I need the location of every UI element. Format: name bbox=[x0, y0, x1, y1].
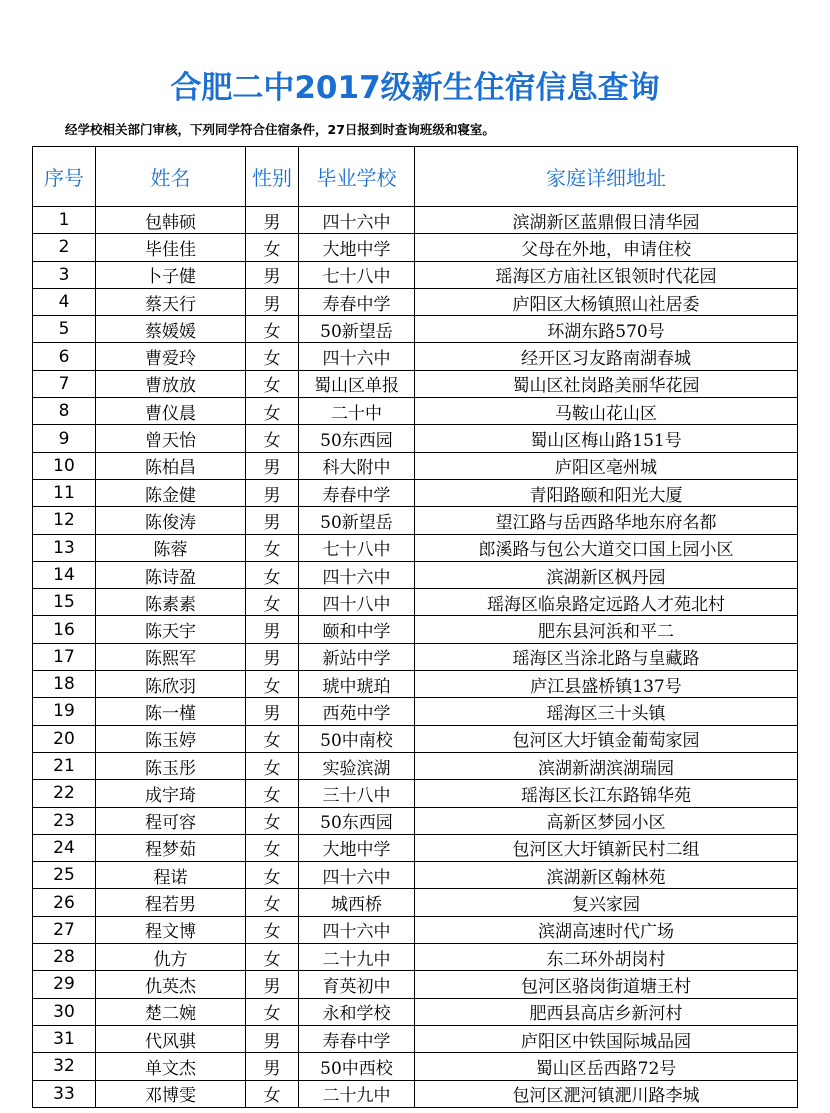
table-row bbox=[33, 534, 798, 561]
cell-name: 毕佳佳 bbox=[96, 234, 246, 261]
cell-school: 琥中琥珀 bbox=[299, 671, 415, 698]
cell-school: 城西桥 bbox=[299, 889, 415, 916]
table-row bbox=[33, 998, 798, 1025]
header-school: 毕业学校 bbox=[299, 147, 415, 207]
cell-name: 陈柏昌 bbox=[96, 452, 246, 479]
cell-number: 17 bbox=[33, 643, 96, 670]
table-row bbox=[33, 643, 798, 670]
cell-name: 程梦茹 bbox=[96, 834, 246, 861]
cell-number: 2 bbox=[33, 234, 96, 261]
cell-name: 蔡天行 bbox=[96, 288, 246, 315]
cell-gender: 男 bbox=[246, 288, 299, 315]
cell-school: 二十九中 bbox=[299, 1080, 415, 1107]
table-row bbox=[33, 288, 798, 315]
cell-address: 蜀山区社岗路美丽华花园 bbox=[415, 370, 798, 397]
cell-number: 32 bbox=[33, 1053, 96, 1080]
cell-name: 曹爱玲 bbox=[96, 343, 246, 370]
cell-number: 28 bbox=[33, 944, 96, 971]
cell-gender: 女 bbox=[246, 534, 299, 561]
cell-name: 单文杰 bbox=[96, 1053, 246, 1080]
table-body bbox=[33, 207, 798, 1108]
cell-name: 蔡媛媛 bbox=[96, 316, 246, 343]
cell-name: 陈一槿 bbox=[96, 698, 246, 725]
table-row bbox=[33, 479, 798, 506]
cell-address: 滨湖新湖滨湖瑞园 bbox=[415, 752, 798, 779]
cell-name: 陈熙军 bbox=[96, 643, 246, 670]
cell-school: 50中西校 bbox=[299, 1053, 415, 1080]
cell-school: 大地中学 bbox=[299, 834, 415, 861]
cell-number: 15 bbox=[33, 589, 96, 616]
cell-name: 邓博雯 bbox=[96, 1080, 246, 1107]
cell-address: 庐阳区大杨镇照山社居委 bbox=[415, 288, 798, 315]
cell-school: 四十八中 bbox=[299, 589, 415, 616]
cell-name: 陈诗盈 bbox=[96, 561, 246, 588]
cell-gender: 女 bbox=[246, 780, 299, 807]
cell-school: 三十八中 bbox=[299, 780, 415, 807]
cell-address: 包河区大圩镇金葡萄家园 bbox=[415, 725, 798, 752]
cell-address: 滨湖高速时代广场 bbox=[415, 916, 798, 943]
cell-name: 陈玉彤 bbox=[96, 752, 246, 779]
cell-number: 33 bbox=[33, 1080, 96, 1107]
cell-name: 程文博 bbox=[96, 916, 246, 943]
page-title: 合肥二中2017级新生住宿信息查询 bbox=[170, 70, 660, 106]
cell-name: 成宇琦 bbox=[96, 780, 246, 807]
table-row bbox=[33, 370, 798, 397]
table-row bbox=[33, 698, 798, 725]
cell-school: 寿春中学 bbox=[299, 288, 415, 315]
cell-gender: 女 bbox=[246, 862, 299, 889]
cell-gender: 女 bbox=[246, 916, 299, 943]
table-row bbox=[33, 916, 798, 943]
cell-school: 蜀山区单报 bbox=[299, 370, 415, 397]
cell-address: 庐江县盛桥镇137号 bbox=[415, 671, 798, 698]
cell-number: 8 bbox=[33, 398, 96, 425]
table-row bbox=[33, 834, 798, 861]
table-row bbox=[33, 807, 798, 834]
cell-number: 14 bbox=[33, 561, 96, 588]
cell-gender: 女 bbox=[246, 370, 299, 397]
cell-school: 寿春中学 bbox=[299, 479, 415, 506]
table-row bbox=[33, 889, 798, 916]
cell-school: 七十八中 bbox=[299, 261, 415, 288]
cell-number: 31 bbox=[33, 1025, 96, 1052]
table-row bbox=[33, 1025, 798, 1052]
cell-name: 陈素素 bbox=[96, 589, 246, 616]
cell-number: 10 bbox=[33, 452, 96, 479]
cell-school: 四十六中 bbox=[299, 862, 415, 889]
cell-name: 曹放放 bbox=[96, 370, 246, 397]
cell-school: 永和学校 bbox=[299, 998, 415, 1025]
cell-gender: 女 bbox=[246, 589, 299, 616]
cell-name: 程可容 bbox=[96, 807, 246, 834]
cell-number: 25 bbox=[33, 862, 96, 889]
cell-number: 4 bbox=[33, 288, 96, 315]
cell-gender: 男 bbox=[246, 1025, 299, 1052]
cell-address: 滨湖新区翰林苑 bbox=[415, 862, 798, 889]
cell-name: 楚二婉 bbox=[96, 998, 246, 1025]
cell-name: 陈欣羽 bbox=[96, 671, 246, 698]
cell-number: 30 bbox=[33, 998, 96, 1025]
cell-name: 卜子健 bbox=[96, 261, 246, 288]
cell-gender: 女 bbox=[246, 343, 299, 370]
header-name: 姓名 bbox=[96, 147, 246, 207]
cell-gender: 男 bbox=[246, 479, 299, 506]
cell-address: 包河区骆岗街道塘王村 bbox=[415, 971, 798, 998]
cell-address: 瑶海区当涂北路与皇藏路 bbox=[415, 643, 798, 670]
cell-number: 20 bbox=[33, 725, 96, 752]
cell-name: 程诺 bbox=[96, 862, 246, 889]
table-row bbox=[33, 507, 798, 534]
cell-gender: 男 bbox=[246, 698, 299, 725]
cell-gender: 女 bbox=[246, 834, 299, 861]
cell-school: 大地中学 bbox=[299, 234, 415, 261]
cell-number: 7 bbox=[33, 370, 96, 397]
cell-gender: 男 bbox=[246, 1053, 299, 1080]
cell-address: 肥东县河浜和平二 bbox=[415, 616, 798, 643]
cell-address: 马鞍山花山区 bbox=[415, 398, 798, 425]
table-row bbox=[33, 971, 798, 998]
cell-gender: 男 bbox=[246, 616, 299, 643]
cell-school: 育英初中 bbox=[299, 971, 415, 998]
cell-gender: 女 bbox=[246, 889, 299, 916]
table-row bbox=[33, 452, 798, 479]
cell-address: 滨湖新区蓝鼎假日清华园 bbox=[415, 207, 798, 234]
cell-school: 科大附中 bbox=[299, 452, 415, 479]
cell-number: 16 bbox=[33, 616, 96, 643]
cell-address: 青阳路颐和阳光大厦 bbox=[415, 479, 798, 506]
cell-gender: 女 bbox=[246, 752, 299, 779]
cell-name: 陈蓉 bbox=[96, 534, 246, 561]
cell-gender: 女 bbox=[246, 1080, 299, 1107]
cell-gender: 女 bbox=[246, 725, 299, 752]
cell-gender: 女 bbox=[246, 561, 299, 588]
cell-gender: 男 bbox=[246, 643, 299, 670]
cell-number: 19 bbox=[33, 698, 96, 725]
table-row bbox=[33, 561, 798, 588]
cell-number: 18 bbox=[33, 671, 96, 698]
cell-school: 实验滨湖 bbox=[299, 752, 415, 779]
header-gender: 性别 bbox=[246, 147, 299, 207]
cell-gender: 男 bbox=[246, 452, 299, 479]
cell-address: 瑶海区临泉路定远路人才苑北村 bbox=[415, 589, 798, 616]
student-housing-table bbox=[32, 146, 798, 1108]
cell-address: 瑶海区长江东路锦华苑 bbox=[415, 780, 798, 807]
cell-gender: 女 bbox=[246, 234, 299, 261]
cell-name: 陈天宇 bbox=[96, 616, 246, 643]
table-row bbox=[33, 234, 798, 261]
notice-text: 经学校相关部门审核，下列同学符合住宿条件，27日报到时查询班级和寝室。 bbox=[65, 122, 495, 137]
cell-gender: 女 bbox=[246, 316, 299, 343]
header-address: 家庭详细地址 bbox=[415, 147, 798, 207]
cell-name: 曾天怡 bbox=[96, 425, 246, 452]
cell-name: 程若男 bbox=[96, 889, 246, 916]
cell-number: 22 bbox=[33, 780, 96, 807]
cell-gender: 女 bbox=[246, 944, 299, 971]
table-row bbox=[33, 944, 798, 971]
cell-number: 23 bbox=[33, 807, 96, 834]
table-row bbox=[33, 316, 798, 343]
cell-gender: 女 bbox=[246, 998, 299, 1025]
cell-school: 西苑中学 bbox=[299, 698, 415, 725]
cell-school: 50新望岳 bbox=[299, 507, 415, 534]
cell-address: 蜀山区岳西路72号 bbox=[415, 1053, 798, 1080]
cell-name: 仇英杰 bbox=[96, 971, 246, 998]
cell-number: 12 bbox=[33, 507, 96, 534]
table-row bbox=[33, 261, 798, 288]
cell-gender: 女 bbox=[246, 398, 299, 425]
cell-address: 包河区大圩镇新民村二组 bbox=[415, 834, 798, 861]
table-row bbox=[33, 862, 798, 889]
table-row bbox=[33, 207, 798, 234]
cell-number: 13 bbox=[33, 534, 96, 561]
cell-number: 5 bbox=[33, 316, 96, 343]
cell-address: 郎溪路与包公大道交口国上园小区 bbox=[415, 534, 798, 561]
cell-school: 颐和中学 bbox=[299, 616, 415, 643]
cell-name: 陈金健 bbox=[96, 479, 246, 506]
cell-address: 复兴家园 bbox=[415, 889, 798, 916]
cell-name: 仇方 bbox=[96, 944, 246, 971]
table-row bbox=[33, 398, 798, 425]
cell-school: 50东西园 bbox=[299, 425, 415, 452]
table-row bbox=[33, 616, 798, 643]
cell-name: 曹仪晨 bbox=[96, 398, 246, 425]
cell-number: 1 bbox=[33, 207, 96, 234]
cell-gender: 男 bbox=[246, 207, 299, 234]
cell-address: 肥西县高店乡新河村 bbox=[415, 998, 798, 1025]
table-row bbox=[33, 671, 798, 698]
cell-address: 庐阳区中铁国际城品园 bbox=[415, 1025, 798, 1052]
cell-name: 陈玉婷 bbox=[96, 725, 246, 752]
cell-gender: 男 bbox=[246, 971, 299, 998]
cell-address: 蜀山区梅山路151号 bbox=[415, 425, 798, 452]
cell-address: 环湖东路570号 bbox=[415, 316, 798, 343]
cell-school: 四十六中 bbox=[299, 343, 415, 370]
table-header-row bbox=[33, 147, 798, 207]
cell-name: 代风骐 bbox=[96, 1025, 246, 1052]
cell-number: 9 bbox=[33, 425, 96, 452]
header-number: 序号 bbox=[33, 147, 96, 207]
cell-number: 27 bbox=[33, 916, 96, 943]
cell-school: 四十六中 bbox=[299, 207, 415, 234]
cell-address: 庐阳区亳州城 bbox=[415, 452, 798, 479]
cell-gender: 男 bbox=[246, 507, 299, 534]
table-row bbox=[33, 425, 798, 452]
cell-school: 寿春中学 bbox=[299, 1025, 415, 1052]
cell-gender: 女 bbox=[246, 425, 299, 452]
cell-gender: 女 bbox=[246, 671, 299, 698]
cell-address: 瑶海区三十头镇 bbox=[415, 698, 798, 725]
cell-address: 经开区习友路南湖春城 bbox=[415, 343, 798, 370]
cell-number: 3 bbox=[33, 261, 96, 288]
cell-address: 东二环外胡岗村 bbox=[415, 944, 798, 971]
cell-school: 七十八中 bbox=[299, 534, 415, 561]
cell-address: 望江路与岳西路华地东府名都 bbox=[415, 507, 798, 534]
cell-school: 50中南校 bbox=[299, 725, 415, 752]
cell-school: 二十中 bbox=[299, 398, 415, 425]
cell-school: 50东西园 bbox=[299, 807, 415, 834]
cell-school: 50新望岳 bbox=[299, 316, 415, 343]
table-row bbox=[33, 1053, 798, 1080]
cell-address: 滨湖新区枫丹园 bbox=[415, 561, 798, 588]
table-row bbox=[33, 780, 798, 807]
table-row bbox=[33, 1080, 798, 1107]
cell-number: 26 bbox=[33, 889, 96, 916]
cell-school: 四十六中 bbox=[299, 561, 415, 588]
cell-number: 24 bbox=[33, 834, 96, 861]
table-row bbox=[33, 589, 798, 616]
cell-address: 包河区淝河镇淝川路李城 bbox=[415, 1080, 798, 1107]
table-row bbox=[33, 752, 798, 779]
cell-school: 四十六中 bbox=[299, 916, 415, 943]
cell-number: 11 bbox=[33, 479, 96, 506]
cell-address: 瑶海区方庙社区银领时代花园 bbox=[415, 261, 798, 288]
cell-number: 29 bbox=[33, 971, 96, 998]
cell-gender: 女 bbox=[246, 807, 299, 834]
cell-gender: 男 bbox=[246, 261, 299, 288]
cell-name: 陈俊涛 bbox=[96, 507, 246, 534]
cell-name: 包韩硕 bbox=[96, 207, 246, 234]
cell-number: 21 bbox=[33, 752, 96, 779]
cell-number: 6 bbox=[33, 343, 96, 370]
table-row bbox=[33, 343, 798, 370]
cell-address: 高新区梦园小区 bbox=[415, 807, 798, 834]
cell-school: 二十九中 bbox=[299, 944, 415, 971]
cell-address: 父母在外地，申请住校 bbox=[415, 234, 798, 261]
cell-school: 新站中学 bbox=[299, 643, 415, 670]
table-row bbox=[33, 725, 798, 752]
